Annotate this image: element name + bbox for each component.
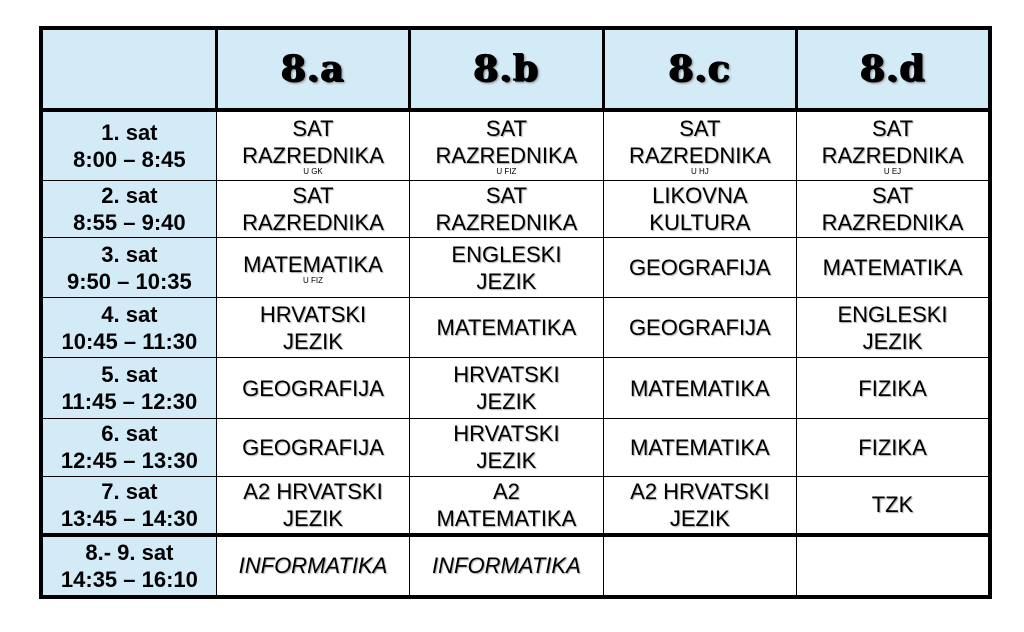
period-time: 14:35 – 16:10 bbox=[60, 566, 198, 592]
period-cell bbox=[41, 358, 216, 418]
subject-text: RAZREDNIKA bbox=[242, 143, 384, 169]
subject-cell bbox=[216, 358, 409, 418]
period-label: 7. sat bbox=[101, 478, 158, 504]
period-label: 3. sat bbox=[101, 241, 158, 267]
subject-text: KULTURA bbox=[649, 209, 751, 235]
subject-text: JEZIK bbox=[476, 448, 537, 474]
subject-text: RAZREDNIKA bbox=[435, 209, 578, 235]
subject-cell bbox=[410, 110, 603, 180]
period-time: 12:45 – 13:30 bbox=[60, 448, 198, 474]
subject-text: RAZREDNIKA bbox=[435, 143, 578, 169]
subject-text: JEZIK bbox=[476, 389, 537, 415]
period-label: 2. sat bbox=[101, 182, 158, 208]
room-note: U FIZ bbox=[302, 275, 323, 285]
subject-cell bbox=[410, 238, 603, 298]
subject-text: SAT bbox=[292, 182, 334, 208]
subject-cell bbox=[216, 418, 409, 476]
period-label: 8.- 9. sat bbox=[85, 539, 174, 565]
table-row bbox=[41, 476, 990, 534]
subject-text: GEOGRAFIJA bbox=[628, 315, 771, 341]
subject-cell bbox=[216, 238, 409, 298]
subject-cell bbox=[410, 298, 603, 358]
subject-cell bbox=[216, 298, 409, 358]
subject-text: MATEMATIKA bbox=[243, 251, 383, 277]
room-note: U HJ bbox=[690, 167, 709, 177]
subject-cell bbox=[603, 298, 796, 358]
subject-text: MATEMATIKA bbox=[822, 255, 963, 281]
subject-text: RAZREDNIKA bbox=[242, 209, 384, 235]
period-time: 13:45 – 14:30 bbox=[60, 505, 198, 531]
room-note: U GK bbox=[303, 167, 323, 177]
table-row bbox=[41, 418, 990, 476]
table-row bbox=[41, 110, 990, 180]
subject-text: JEZIK bbox=[669, 505, 730, 531]
subject-text: A2 HRVATSKI bbox=[243, 478, 383, 504]
period-cell bbox=[41, 298, 216, 358]
subject-cell bbox=[797, 298, 990, 358]
period-cell bbox=[41, 238, 216, 298]
period-cell bbox=[41, 180, 216, 237]
subject-cell bbox=[797, 238, 990, 298]
subject-text: ENGLESKI bbox=[451, 241, 562, 267]
subject-text: GEOGRAFIJA bbox=[242, 434, 384, 460]
corner-cell bbox=[41, 28, 216, 110]
subject-cell bbox=[797, 180, 990, 237]
subject-cell bbox=[216, 110, 409, 180]
subject-text: HRVATSKI bbox=[453, 362, 560, 388]
subject-cell bbox=[797, 110, 990, 180]
subject-cell bbox=[797, 418, 990, 476]
table-row bbox=[41, 358, 990, 418]
subject-text: MATEMATIKA bbox=[436, 315, 577, 341]
subject-text: FIZIKA bbox=[858, 375, 927, 401]
subject-cell bbox=[216, 180, 409, 237]
subject-text: SAT bbox=[871, 182, 914, 208]
class-header-8c: 8.c bbox=[603, 28, 796, 110]
subject-cell bbox=[603, 238, 796, 298]
subject-text: A2 bbox=[492, 478, 520, 504]
subject-text: SAT bbox=[485, 182, 527, 208]
subject-cell bbox=[410, 180, 603, 237]
subject-cell bbox=[216, 535, 409, 597]
subject-text: HRVATSKI bbox=[259, 301, 367, 327]
subject-text: SAT bbox=[679, 116, 721, 142]
subject-cell bbox=[797, 476, 990, 534]
subject-cell bbox=[410, 358, 603, 418]
period-cell bbox=[41, 476, 216, 534]
timetable bbox=[39, 26, 992, 599]
subject-text: MATEMATIKA bbox=[629, 375, 770, 401]
class-header-8a: 8.a bbox=[216, 28, 409, 110]
subject-text: SAT bbox=[871, 116, 914, 142]
period-time: 11:45 – 12:30 bbox=[61, 389, 198, 415]
table-row bbox=[41, 298, 990, 358]
subject-text: RAZREDNIKA bbox=[821, 209, 964, 235]
subject-text: GEOGRAFIJA bbox=[628, 255, 771, 281]
subject-cell bbox=[410, 535, 603, 597]
subject-cell bbox=[410, 476, 603, 534]
header-row bbox=[41, 28, 990, 110]
subject-cell bbox=[603, 418, 796, 476]
subject-text: HRVATSKI bbox=[453, 421, 560, 447]
class-header-8d: 8.d bbox=[797, 28, 990, 110]
subject-text: INFORMATIKA bbox=[238, 553, 388, 579]
period-time: 8:55 – 9:40 bbox=[73, 209, 186, 235]
room-note: U EJ bbox=[883, 167, 902, 177]
table-row bbox=[41, 180, 990, 237]
period-label: 6. sat bbox=[101, 421, 158, 447]
subject-text: RAZREDNIKA bbox=[628, 143, 771, 169]
subject-text: JEZIK bbox=[283, 328, 343, 354]
subject-text: SAT bbox=[485, 116, 527, 142]
subject-text: ENGLESKI bbox=[837, 301, 948, 327]
subject-text: MATEMATIKA bbox=[629, 434, 770, 460]
period-time: 8:00 – 8:45 bbox=[73, 146, 186, 172]
subject-cell bbox=[216, 476, 409, 534]
subject-text: MATEMATIKA bbox=[436, 505, 577, 531]
subject-text: A2 HRVATSKI bbox=[630, 478, 770, 504]
subject-text: LIKOVNA bbox=[652, 182, 748, 208]
period-label: 1. sat bbox=[101, 119, 158, 145]
subject-cell bbox=[603, 476, 796, 534]
period-cell bbox=[41, 110, 216, 180]
period-label: 4. sat bbox=[101, 301, 158, 327]
subject-text: INFORMATIKA bbox=[432, 553, 581, 579]
subject-cell bbox=[410, 418, 603, 476]
period-time: 9:50 – 10:35 bbox=[67, 268, 192, 294]
period-cell bbox=[41, 535, 216, 597]
room-note: U FIZ bbox=[496, 167, 517, 177]
subject-cell bbox=[797, 535, 990, 597]
subject-text: JEZIK bbox=[476, 268, 537, 294]
subject-cell bbox=[603, 180, 796, 237]
subject-cell bbox=[603, 110, 796, 180]
subject-text: JEZIK bbox=[283, 505, 343, 531]
period-label: 5. sat bbox=[101, 362, 158, 388]
subject-text: FIZIKA bbox=[858, 434, 927, 460]
class-header-8b: 8.b bbox=[410, 28, 603, 110]
period-time: 10:45 – 11:30 bbox=[61, 328, 198, 354]
subject-cell bbox=[797, 358, 990, 418]
subject-cell bbox=[603, 535, 796, 597]
subject-text: TZK bbox=[871, 492, 914, 518]
subject-text: RAZREDNIKA bbox=[821, 143, 964, 169]
table-row bbox=[41, 238, 990, 298]
subject-text: JEZIK bbox=[862, 328, 923, 354]
table-row bbox=[41, 535, 990, 597]
period-cell bbox=[41, 418, 216, 476]
subject-cell bbox=[603, 358, 796, 418]
subject-text: GEOGRAFIJA bbox=[242, 375, 384, 401]
subject-text: SAT bbox=[292, 116, 334, 142]
